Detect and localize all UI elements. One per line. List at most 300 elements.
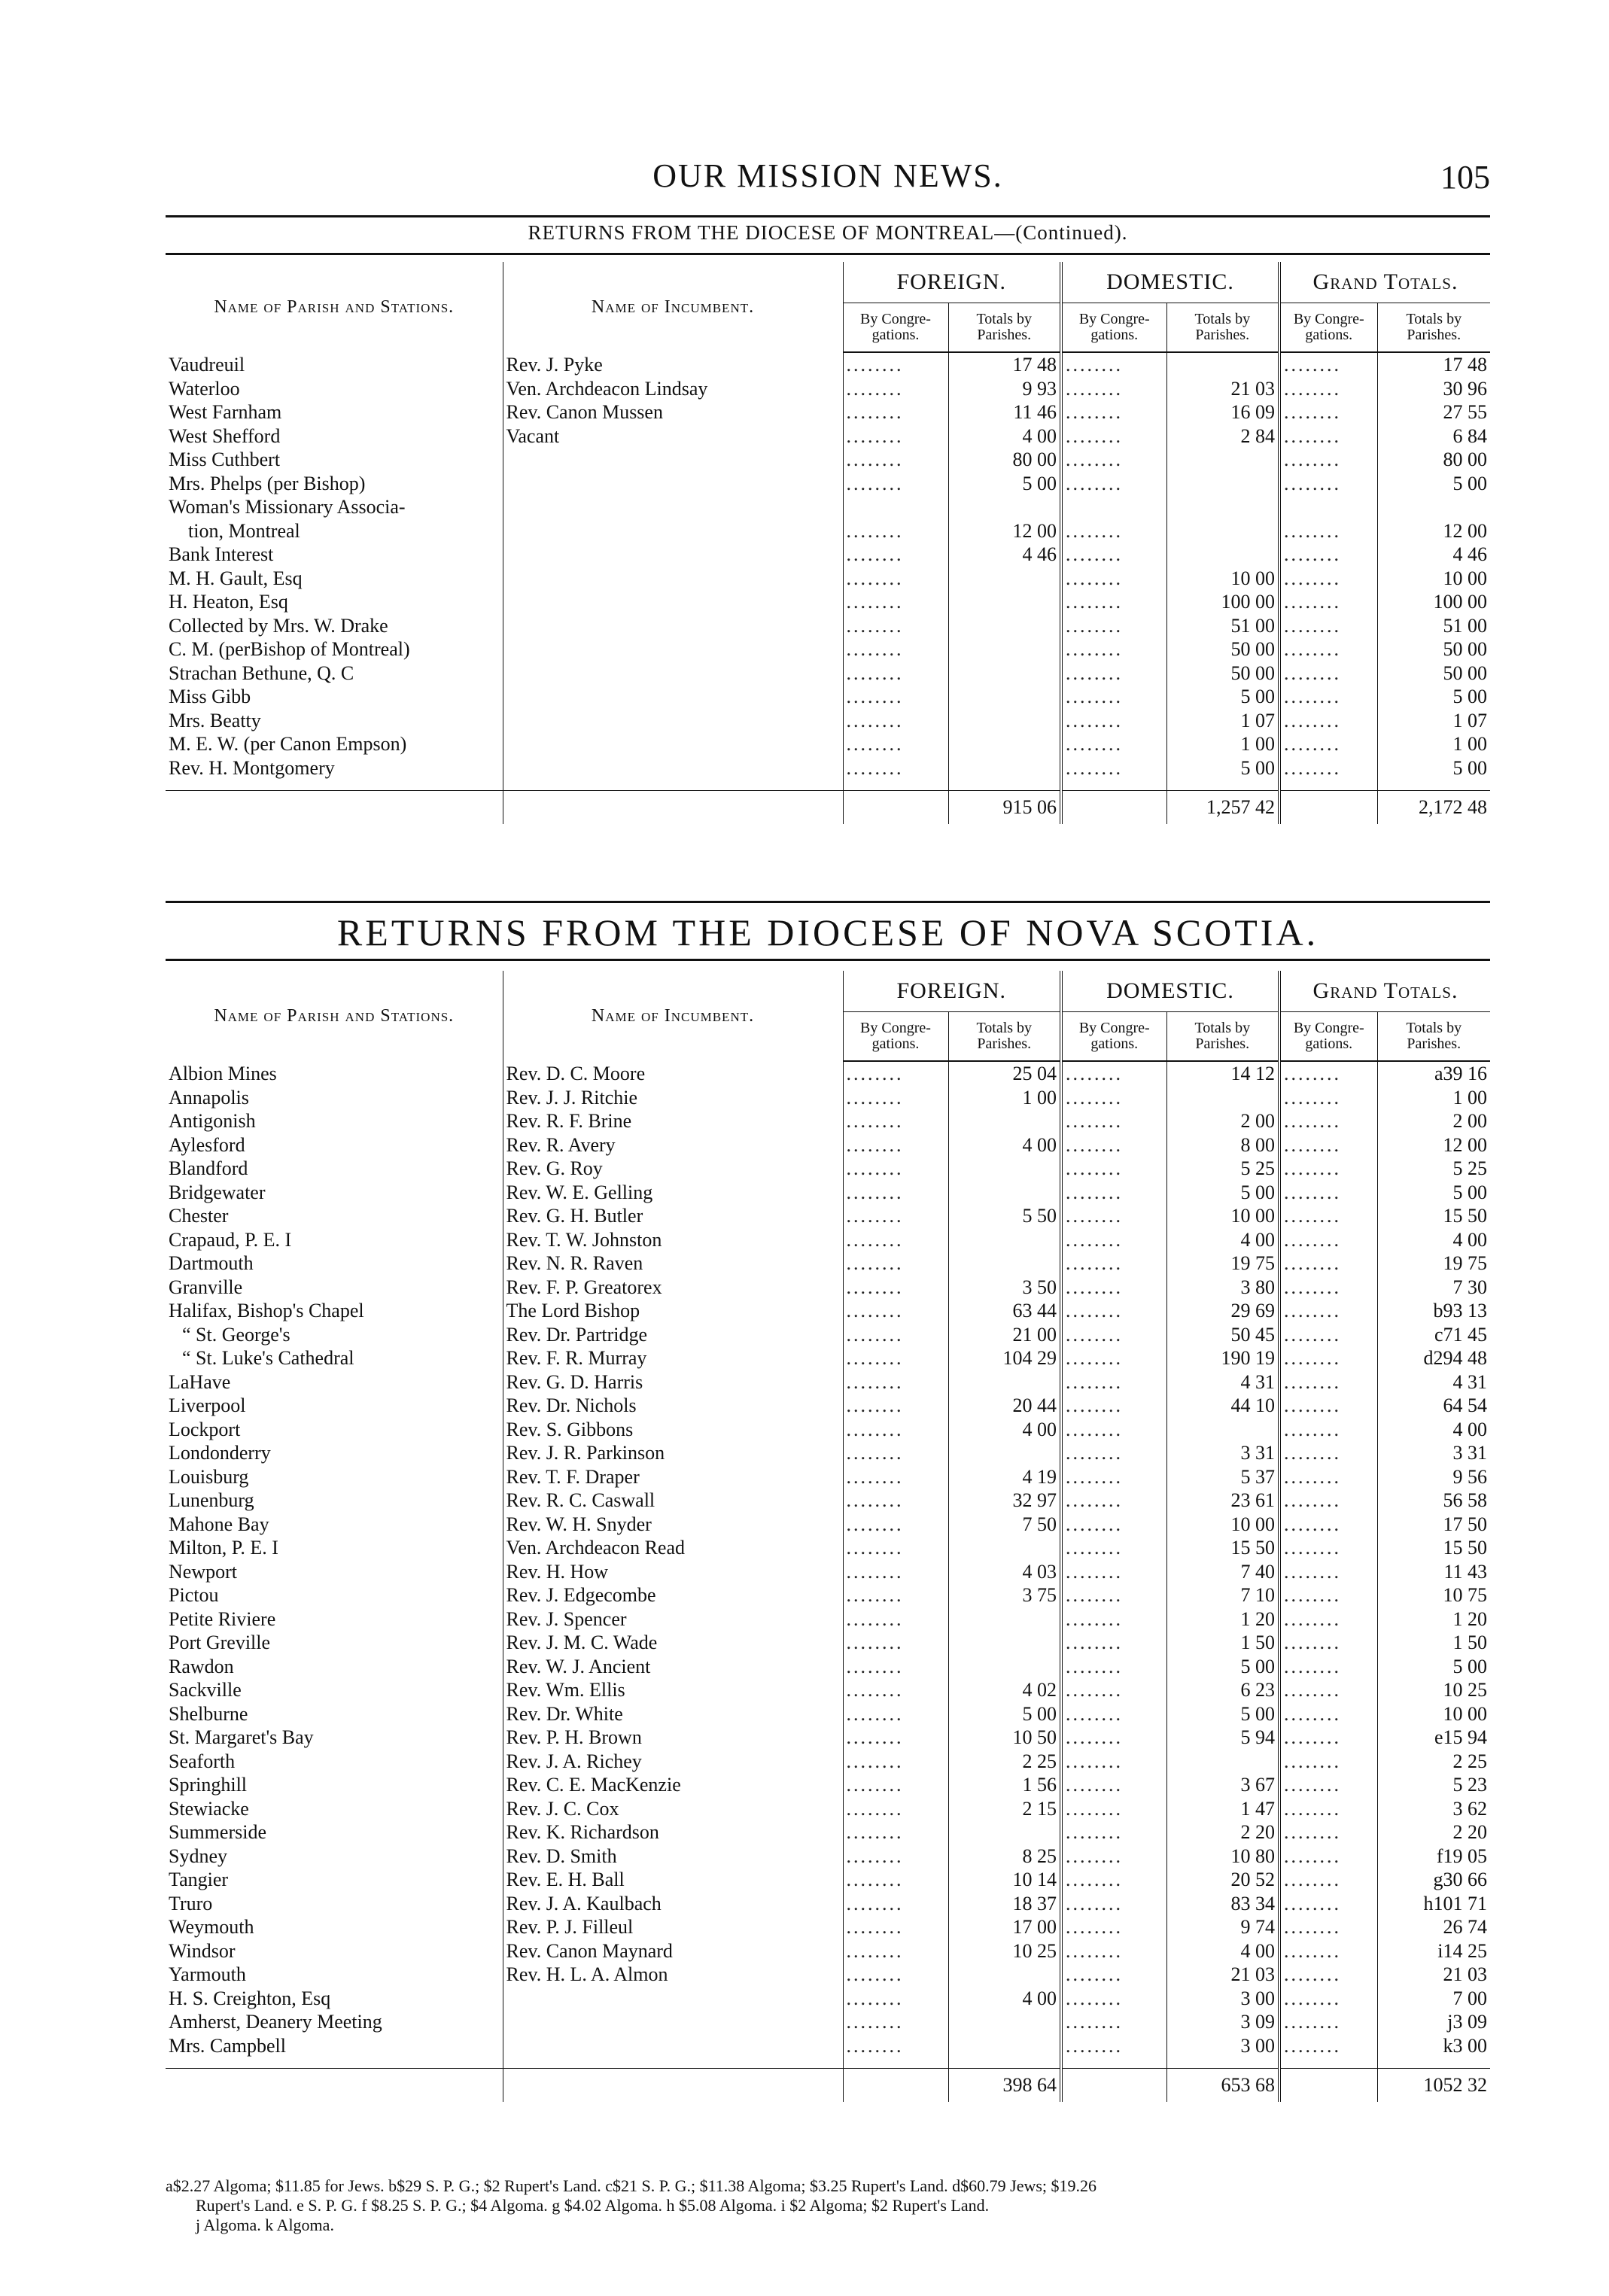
parish-name: Vaudreuil <box>169 353 245 376</box>
table-row <box>166 1607 1490 1632</box>
foreign-total: 18 37 <box>948 1892 1061 1916</box>
parish-name: Rawdon <box>169 1655 234 1677</box>
foreign-total: 2 15 <box>948 1797 1061 1821</box>
grand-total: 5 00 <box>1377 472 1490 496</box>
page-header <box>166 157 1490 202</box>
domestic-total: 5 00 <box>1166 685 1279 709</box>
domestic-by-congregation: ........ <box>1061 472 1166 496</box>
grand-by-congregation: ........ <box>1279 1963 1377 1987</box>
table-row <box>166 424 1490 449</box>
domestic-total: 50 45 <box>1166 1323 1279 1347</box>
foreign-by-congregation: ........ <box>843 1963 948 1987</box>
foreign-by-congregation: ........ <box>843 1678 948 1702</box>
spacer-cell <box>843 2057 948 2069</box>
table-row <box>166 2034 1490 2058</box>
foreign-total <box>948 1631 1061 1655</box>
table-row <box>166 1868 1490 1892</box>
foreign-total <box>948 495 1061 519</box>
domestic-total: 3 09 <box>1166 2010 1279 2034</box>
incumbent-name: Vacant <box>503 424 843 449</box>
foreign-by-congregation: ........ <box>843 1631 948 1655</box>
table-row <box>166 472 1490 496</box>
foreign-by-congregation: ........ <box>843 1370 948 1394</box>
incumbent-name: Rev. H. L. A. Almon <box>503 1963 843 1987</box>
domestic-by-congregation: ........ <box>1061 377 1166 401</box>
foreign-total <box>948 1251 1061 1276</box>
domestic-by-congregation: ........ <box>1061 590 1166 614</box>
incumbent-name: Rev. Dr. Partridge <box>503 1323 843 1347</box>
domestic-total: 5 00 <box>1166 1655 1279 1679</box>
foreign-by-congregation: ........ <box>843 1560 948 1584</box>
parish-name: Strachan Bethune, Q. C <box>169 661 354 684</box>
domestic-by-congregation: ........ <box>1061 519 1166 543</box>
grand-total: 5 23 <box>1377 1773 1490 1797</box>
domestic-by-congregation: ........ <box>1061 1086 1166 1110</box>
grand-by-congregation: ........ <box>1279 1820 1377 1844</box>
grand-total: 2 20 <box>1377 1820 1490 1844</box>
table-row <box>166 1276 1490 1300</box>
incumbent-name: Rev. J. M. C. Wade <box>503 1631 843 1655</box>
nova-scotia-section-title: RETURNS FROM THE DIOCESE OF NOVA SCOTIA. <box>336 911 1319 953</box>
grand-total: 11 43 <box>1377 1560 1490 1584</box>
domestic-total: 3 00 <box>1166 1987 1279 2011</box>
montreal-returns-table <box>166 262 1490 824</box>
incumbent-name <box>503 1987 843 2011</box>
domestic-total: 29 69 <box>1166 1299 1279 1323</box>
incumbent-name: Rev. P. J. Filleul <box>503 1915 843 1939</box>
domestic-total: 3 00 <box>1166 2034 1279 2058</box>
incumbent-name <box>503 567 843 591</box>
parish-name: Liverpool <box>169 1394 246 1416</box>
domestic-by-congregation: ........ <box>1061 1536 1166 1560</box>
domestic-by-congregation: ........ <box>1061 1773 1166 1797</box>
table-row <box>166 1441 1490 1465</box>
table-row <box>166 1513 1490 1537</box>
incumbent-name <box>503 495 843 519</box>
table-row <box>166 1702 1490 1726</box>
grand-total: 1 50 <box>1377 1631 1490 1655</box>
foreign-by-congregation: ........ <box>843 567 948 591</box>
grand-by-congregation: ........ <box>1279 1109 1377 1133</box>
col-foreign-bypar: Totals by Parishes. <box>948 1012 1061 1062</box>
foreign-total: 4 03 <box>948 1560 1061 1584</box>
table-row <box>166 1844 1490 1869</box>
grand-total: 5 25 <box>1377 1157 1490 1181</box>
foreign-total <box>948 732 1061 756</box>
domestic-total: 2 20 <box>1166 1820 1279 1844</box>
grand-total: 26 74 <box>1377 1915 1490 1939</box>
grand-by-congregation: ........ <box>1279 1702 1377 1726</box>
table-row <box>166 519 1490 543</box>
grand-by-congregation: ........ <box>1279 1394 1377 1418</box>
grand-total: 27 55 <box>1377 400 1490 424</box>
incumbent-name: Rev. R. F. Brine <box>503 1109 843 1133</box>
table-row <box>166 2010 1490 2034</box>
domestic-total: 3 80 <box>1166 1276 1279 1300</box>
foreign-total: 3 75 <box>948 1583 1061 1607</box>
domestic-by-congregation: ........ <box>1061 1061 1166 1086</box>
col-domestic-bypar: Totals by Parishes. <box>1166 1012 1279 1062</box>
table-row <box>166 1536 1490 1560</box>
domestic-by-congregation: ........ <box>1061 1939 1166 1963</box>
foreign-by-congregation: ........ <box>843 1607 948 1632</box>
domestic-by-congregation: ........ <box>1061 567 1166 591</box>
col-incumbent-header: Name of Incumbent. <box>503 262 843 352</box>
foreign-by-congregation: ........ <box>843 1489 948 1513</box>
grand-total: 1 07 <box>1377 709 1490 733</box>
domestic-total: 16 09 <box>1166 400 1279 424</box>
grand-by-congregation: ........ <box>1279 472 1377 496</box>
incumbent-name: Rev. J. Edgecombe <box>503 1583 843 1607</box>
foreign-by-congregation: ........ <box>843 1536 948 1560</box>
foreign-by-congregation: ........ <box>843 1323 948 1347</box>
grand-by-congregation: ........ <box>1279 590 1377 614</box>
grand-by-congregation: ........ <box>1279 352 1377 377</box>
parish-name: Bridgewater <box>169 1181 266 1203</box>
grand-total: 4 31 <box>1377 1370 1490 1394</box>
incumbent-name: Rev. Wm. Ellis <box>503 1678 843 1702</box>
grand-total: 2 00 <box>1377 1109 1490 1133</box>
grand-by-congregation: ........ <box>1279 1228 1377 1252</box>
table-row <box>166 590 1490 614</box>
domestic-total: 9 74 <box>1166 1915 1279 1939</box>
grand-by-congregation: ........ <box>1279 519 1377 543</box>
grand-by-congregation: ........ <box>1279 1157 1377 1181</box>
col-foreign-header: FOREIGN. <box>843 262 1061 303</box>
spacer-cell <box>1279 2057 1377 2069</box>
col-grand-bypar: Totals by Parishes. <box>1377 1012 1490 1062</box>
col-domestic-bypar: Totals by Parishes. <box>1166 303 1279 353</box>
table-row <box>166 1678 1490 1702</box>
domestic-by-congregation: ........ <box>1061 1868 1166 1892</box>
domestic-total: 5 00 <box>1166 756 1279 780</box>
grand-total: 6 84 <box>1377 424 1490 449</box>
spacer-cell <box>1377 780 1490 791</box>
table-row <box>166 1631 1490 1655</box>
domestic-total: 10 80 <box>1166 1844 1279 1869</box>
foreign-total: 5 50 <box>948 1204 1061 1228</box>
incumbent-name <box>503 519 843 543</box>
parish-name: Granville <box>169 1276 243 1298</box>
incumbent-name: Rev. H. How <box>503 1560 843 1584</box>
foreign-by-congregation: ........ <box>843 2010 948 2034</box>
grand-by-congregation: ........ <box>1279 1868 1377 1892</box>
incumbent-name: Rev. P. H. Brown <box>503 1726 843 1750</box>
table-row <box>166 756 1490 780</box>
table-row <box>166 1323 1490 1347</box>
incumbent-name <box>503 614 843 638</box>
grand-by-congregation: ........ <box>1279 1915 1377 1939</box>
table-row <box>166 1915 1490 1939</box>
domestic-total: 19 75 <box>1166 1251 1279 1276</box>
domestic-total: 4 00 <box>1166 1939 1279 1963</box>
spacer-cell <box>1061 2057 1166 2069</box>
domestic-by-congregation: ........ <box>1061 1987 1166 2011</box>
domestic-by-congregation: ........ <box>1061 543 1166 567</box>
parish-name: Sydney <box>169 1844 227 1867</box>
totals-blank <box>503 791 843 825</box>
foreign-total <box>948 1963 1061 1987</box>
grand-total: 10 00 <box>1377 567 1490 591</box>
grand-total: c71 45 <box>1377 1323 1490 1347</box>
grand-total: 5 00 <box>1377 1181 1490 1205</box>
foreign-sum: 398 64 <box>948 2069 1061 2103</box>
totals-blank <box>1061 791 1166 825</box>
parish-name: Sackville <box>169 1679 242 1701</box>
domestic-total: 2 00 <box>1166 1109 1279 1133</box>
foreign-total: 17 00 <box>948 1915 1061 1939</box>
domestic-by-congregation: ........ <box>1061 1465 1166 1489</box>
domestic-by-congregation: ........ <box>1061 1370 1166 1394</box>
foreign-by-congregation: ........ <box>843 1702 948 1726</box>
grand-total: h101 71 <box>1377 1892 1490 1916</box>
parish-name: Antigonish <box>169 1110 256 1132</box>
totals-blank <box>166 2069 503 2103</box>
spacer-cell <box>503 2057 843 2069</box>
domestic-by-congregation: ........ <box>1061 1513 1166 1537</box>
grand-total: k3 00 <box>1377 2034 1490 2058</box>
parish-name: Milton, P. E. I <box>169 1537 278 1559</box>
table-row <box>166 1892 1490 1916</box>
grand-total: d294 48 <box>1377 1346 1490 1370</box>
domestic-by-congregation: ........ <box>1061 709 1166 733</box>
foreign-total: 9 93 <box>948 377 1061 401</box>
incumbent-name: Rev. Dr. White <box>503 1702 843 1726</box>
incumbent-name <box>503 2034 843 2058</box>
foreign-total: 104 29 <box>948 1346 1061 1370</box>
foreign-by-congregation: ........ <box>843 1726 948 1750</box>
foreign-by-congregation <box>843 495 948 519</box>
grand-by-congregation: ........ <box>1279 1251 1377 1276</box>
parish-name: M. E. W. (per Canon Empson) <box>169 733 407 755</box>
totals-blank <box>843 2069 948 2103</box>
table-row <box>166 1181 1490 1205</box>
domestic-by-congregation: ........ <box>1061 1276 1166 1300</box>
foreign-by-congregation: ........ <box>843 614 948 638</box>
parish-name: Weymouth <box>169 1916 254 1938</box>
domestic-total <box>1166 543 1279 567</box>
table-row <box>166 1560 1490 1584</box>
grand-by-congregation: ........ <box>1279 1441 1377 1465</box>
grand-total: 80 00 <box>1377 448 1490 472</box>
grand-by-congregation: ........ <box>1279 1299 1377 1323</box>
domestic-by-congregation: ........ <box>1061 448 1166 472</box>
incumbent-name: Rev. J. C. Cox <box>503 1797 843 1821</box>
grand-total: 10 00 <box>1377 1702 1490 1726</box>
table-row <box>166 400 1490 424</box>
grand-by-congregation: ........ <box>1279 1726 1377 1750</box>
foreign-total <box>948 1607 1061 1632</box>
domestic-by-congregation: ........ <box>1061 1133 1166 1157</box>
foreign-total <box>948 1441 1061 1465</box>
grand-total: e15 94 <box>1377 1726 1490 1750</box>
foreign-total: 4 02 <box>948 1678 1061 1702</box>
grand-by-congregation: ........ <box>1279 1892 1377 1916</box>
grand-total: 7 00 <box>1377 1987 1490 2011</box>
spacer-cell <box>948 780 1061 791</box>
parish-name: Albion Mines <box>169 1062 277 1084</box>
grand-by-congregation: ........ <box>1279 2034 1377 2058</box>
table-row <box>166 1394 1490 1418</box>
table-row <box>166 1346 1490 1370</box>
incumbent-name: Rev. T. F. Draper <box>503 1465 843 1489</box>
foreign-total: 8 25 <box>948 1844 1061 1869</box>
domestic-by-congregation: ........ <box>1061 756 1166 780</box>
table-row <box>166 1418 1490 1442</box>
incumbent-name: Rev. J. R. Parkinson <box>503 1441 843 1465</box>
parish-name: C. M. (perBishop of Montreal) <box>169 638 410 660</box>
page-number: 105 <box>1440 159 1490 196</box>
footnote-line: Rupert's Land. e S. P. G. f $8.25 S. P. G.; $4 Algoma. g $4.02 Algoma. h $5.08 Algoma. i $2 Algoma; $2 Rupert's Land. <box>196 2196 990 2215</box>
foreign-total: 80 00 <box>948 448 1061 472</box>
domestic-total: 5 00 <box>1166 1702 1279 1726</box>
foreign-total: 4 00 <box>948 1987 1061 2011</box>
domestic-total: 1 47 <box>1166 1797 1279 1821</box>
incumbent-name <box>503 590 843 614</box>
table-row <box>166 661 1490 686</box>
domestic-total: 83 34 <box>1166 1892 1279 1916</box>
foreign-by-congregation: ........ <box>843 661 948 686</box>
grand-by-congregation: ........ <box>1279 377 1377 401</box>
grand-total: 1 00 <box>1377 1086 1490 1110</box>
grand-total: 15 50 <box>1377 1536 1490 1560</box>
domestic-total: 21 03 <box>1166 1963 1279 1987</box>
foreign-by-congregation: ........ <box>843 590 948 614</box>
incumbent-name: Rev. E. H. Ball <box>503 1868 843 1892</box>
domestic-total: 5 25 <box>1166 1157 1279 1181</box>
parish-name: Mrs. Campbell <box>169 2034 286 2057</box>
table-row <box>166 1726 1490 1750</box>
table-row <box>166 1750 1490 1774</box>
parish-name: Mahone Bay <box>169 1513 269 1535</box>
foreign-total <box>948 685 1061 709</box>
domestic-total: 7 10 <box>1166 1583 1279 1607</box>
foreign-total <box>948 637 1061 661</box>
parish-name: Pictou <box>169 1584 219 1606</box>
domestic-total <box>1166 352 1279 377</box>
grand-by-congregation: ........ <box>1279 1536 1377 1560</box>
parish-name: Dartmouth <box>169 1252 254 1274</box>
foreign-by-congregation: ........ <box>843 1773 948 1797</box>
parish-name: Miss Gibb <box>169 686 251 707</box>
incumbent-name: Rev. Dr. Nichols <box>503 1394 843 1418</box>
parish-name: Shelburne <box>169 1702 248 1725</box>
grand-sum: 1052 32 <box>1377 2069 1490 2103</box>
parish-name: Truro <box>169 1892 213 1914</box>
grand-by-congregation: ........ <box>1279 709 1377 733</box>
foreign-total: 63 44 <box>948 1299 1061 1323</box>
domestic-by-congregation: ........ <box>1061 1655 1166 1679</box>
domestic-total <box>1166 472 1279 496</box>
foreign-by-congregation: ........ <box>843 1583 948 1607</box>
table-row <box>166 1133 1490 1157</box>
grand-total: a39 16 <box>1377 1061 1490 1086</box>
table-row <box>166 1109 1490 1133</box>
totals-blank <box>166 791 503 825</box>
incumbent-name: Rev. J. J. Ritchie <box>503 1086 843 1110</box>
domestic-by-congregation: ........ <box>1061 1726 1166 1750</box>
grand-total: 1 00 <box>1377 732 1490 756</box>
foreign-total: 4 00 <box>948 424 1061 449</box>
grand-by-congregation: ........ <box>1279 1181 1377 1205</box>
domestic-total: 6 23 <box>1166 1678 1279 1702</box>
parish-name: West Farnham <box>169 401 282 423</box>
foreign-by-congregation: ........ <box>843 352 948 377</box>
foreign-total: 17 48 <box>948 352 1061 377</box>
parish-name: Windsor <box>169 1939 236 1962</box>
table-row <box>166 1489 1490 1513</box>
domestic-total: 10 00 <box>1166 1204 1279 1228</box>
totals-blank <box>1279 2069 1377 2103</box>
domestic-by-congregation: ........ <box>1061 2034 1166 2058</box>
grand-by-congregation: ........ <box>1279 424 1377 449</box>
foreign-by-congregation: ........ <box>843 1228 948 1252</box>
col-grand-bycong: By Congre-gations. <box>1279 303 1377 353</box>
grand-total: 5 00 <box>1377 1655 1490 1679</box>
grand-total: b93 13 <box>1377 1299 1490 1323</box>
table-row <box>166 614 1490 638</box>
grand-by-congregation <box>1279 495 1377 519</box>
foreign-by-congregation: ........ <box>843 1513 948 1537</box>
foreign-by-congregation: ........ <box>843 1915 948 1939</box>
grand-by-congregation: ........ <box>1279 1583 1377 1607</box>
domestic-by-congregation: ........ <box>1061 1181 1166 1205</box>
parish-name: Halifax, Bishop's Chapel <box>169 1300 364 1321</box>
grand-by-congregation: ........ <box>1279 1750 1377 1774</box>
foreign-by-congregation: ........ <box>843 709 948 733</box>
foreign-by-congregation: ........ <box>843 685 948 709</box>
grand-by-congregation: ........ <box>1279 1276 1377 1300</box>
incumbent-name: Rev. J. A. Kaulbach <box>503 1892 843 1916</box>
domestic-by-congregation: ........ <box>1061 1915 1166 1939</box>
foreign-total: 7 50 <box>948 1513 1061 1537</box>
domestic-by-congregation: ........ <box>1061 1631 1166 1655</box>
domestic-by-congregation: ........ <box>1061 1607 1166 1632</box>
grand-by-congregation: ........ <box>1279 1631 1377 1655</box>
spacer-cell <box>1166 780 1279 791</box>
col-foreign-bycong: By Congre-gations. <box>843 303 948 353</box>
domestic-by-congregation: ........ <box>1061 1560 1166 1584</box>
foreign-total: 2 25 <box>948 1750 1061 1774</box>
domestic-total: 3 67 <box>1166 1773 1279 1797</box>
domestic-total: 23 61 <box>1166 1489 1279 1513</box>
foreign-by-congregation: ........ <box>843 1299 948 1323</box>
incumbent-name: Rev. J. Spencer <box>503 1607 843 1632</box>
grand-total: 15 50 <box>1377 1204 1490 1228</box>
parish-name: Blandford <box>169 1157 248 1179</box>
grand-total: 64 54 <box>1377 1394 1490 1418</box>
incumbent-name: Rev. R. Avery <box>503 1133 843 1157</box>
grand-by-congregation: ........ <box>1279 1939 1377 1963</box>
domestic-by-congregation: ........ <box>1061 1346 1166 1370</box>
parish-name: Crapaud, P. E. I <box>169 1228 292 1251</box>
foreign-total: 10 25 <box>948 1939 1061 1963</box>
domestic-by-congregation: ........ <box>1061 1418 1166 1442</box>
incumbent-name <box>503 543 843 567</box>
foreign-total <box>948 2034 1061 2058</box>
domestic-by-congregation: ........ <box>1061 1583 1166 1607</box>
foreign-by-congregation: ........ <box>843 732 948 756</box>
spacer-cell <box>1377 2057 1490 2069</box>
incumbent-name <box>503 732 843 756</box>
foreign-by-congregation: ........ <box>843 1276 948 1300</box>
col-parish-header: Name of Parish and Stations. <box>214 297 455 317</box>
grand-total: 3 31 <box>1377 1441 1490 1465</box>
incumbent-name: The Lord Bishop <box>503 1299 843 1323</box>
grand-total: 3 62 <box>1377 1797 1490 1821</box>
foreign-by-congregation: ........ <box>843 377 948 401</box>
foreign-total <box>948 1370 1061 1394</box>
